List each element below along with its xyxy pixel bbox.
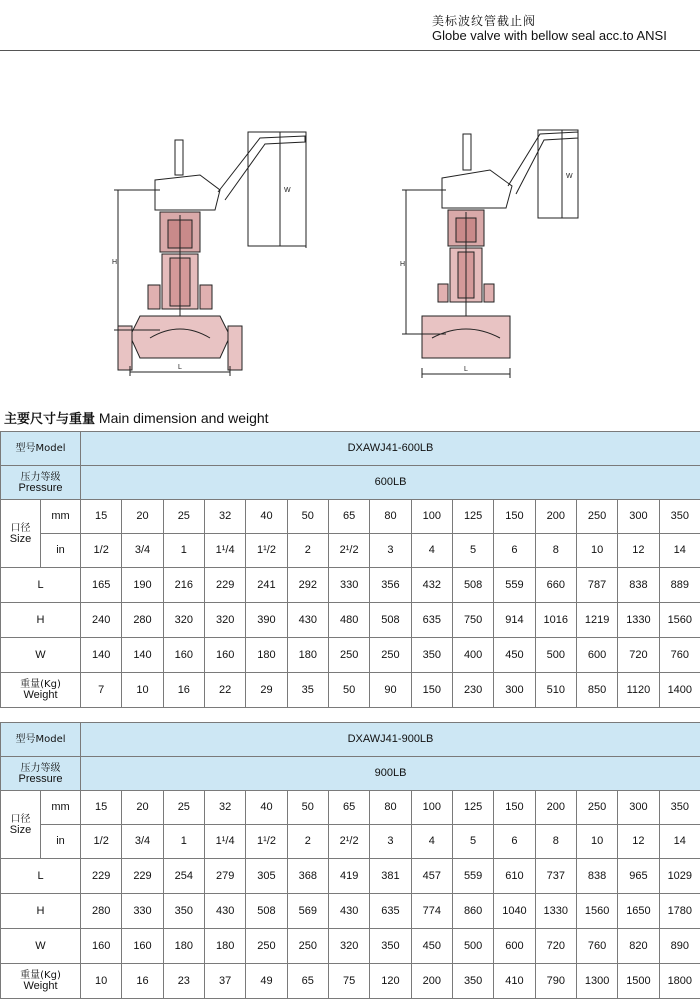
table-cell: 1650 [618,894,659,929]
table-cell: 1330 [618,603,659,638]
table-cell: 37 [204,964,245,999]
table-cell: 569 [287,894,328,929]
table-cell: 320 [163,603,204,638]
header-divider [0,50,700,51]
table-cell: 5 [452,825,493,859]
weight-label-en: Weight [23,689,58,701]
table-cell: 305 [246,859,287,894]
table-cell: 1¹/4 [204,534,245,568]
table-cell: 180 [204,929,245,964]
dim-label-w-left: W [284,187,291,194]
table-cell: 1219 [576,603,617,638]
table-cell: 160 [163,638,204,673]
valve-buttweld-drawing [402,130,578,378]
size-label-en: Size [9,823,32,836]
table-cell: 600 [494,929,535,964]
table-cell: 508 [370,603,411,638]
model-label: 型号Model [15,443,66,454]
table-row [1,466,700,500]
table-cell: 165 [81,568,122,603]
table-cell: 2 [287,534,328,568]
table-cell: 432 [411,568,452,603]
table-cell: 14 [659,534,700,568]
table-cell: 23 [163,964,204,999]
table-cell: 180 [163,929,204,964]
table-cell: 350 [163,894,204,929]
table-cell: 1800 [659,964,700,999]
model-label: 型号Model [15,734,66,745]
table-cell: 229 [204,568,245,603]
table-row [1,723,700,757]
table-cell: 8 [535,825,576,859]
table-cell: 450 [494,638,535,673]
table-cell: 1400 [659,673,700,708]
table-cell: 508 [452,568,493,603]
table-cell: 150 [411,673,452,708]
table-row [1,500,700,534]
table-cell: 32 [204,791,245,825]
in-label: in [41,534,81,568]
size-label-en: Size [9,532,32,545]
table-cell: 838 [618,568,659,603]
table-cell: 1/2 [81,825,122,859]
H-label: H [1,894,81,929]
table-cell: 140 [81,638,122,673]
table-row [1,929,700,964]
table-cell: 760 [659,638,700,673]
table-cell: 1 [163,534,204,568]
table-cell: 279 [204,859,245,894]
table-cell: 1 [163,825,204,859]
dim-label-l-left: L [178,364,182,371]
table-cell: 6 [494,825,535,859]
table-cell: 635 [411,603,452,638]
table-cell: 10 [81,964,122,999]
section-title-en: Main dimension and weight [98,410,269,426]
table-cell: 300 [494,673,535,708]
table-cell: 2 [287,825,328,859]
table-cell: 120 [370,964,411,999]
table-cell: 350 [452,964,493,999]
header-title-cn: 美标波纹管截止阀 [432,14,537,28]
table-cell: 230 [452,673,493,708]
table-cell: 1330 [535,894,576,929]
table-cell: 7 [81,673,122,708]
table-cell: 90 [370,673,411,708]
table-cell: 559 [494,568,535,603]
table-cell: 1¹/4 [204,825,245,859]
table-cell: 559 [452,859,493,894]
table-cell: 350 [659,791,700,825]
table-cell: 16 [122,964,163,999]
in-label: in [41,825,81,859]
table-cell: 280 [81,894,122,929]
table-cell: 760 [576,929,617,964]
table-cell: 150 [494,791,535,825]
table-row [1,825,700,859]
table-cell: 250 [370,638,411,673]
table-cell: 320 [328,929,369,964]
table-cell: 1¹/2 [246,534,287,568]
table-row [1,791,700,825]
table-cell: 1120 [618,673,659,708]
table-cell: 160 [122,929,163,964]
table-cell: 229 [122,859,163,894]
table-cell: 4 [411,534,452,568]
table-cell: 150 [494,500,535,534]
table-cell: 49 [246,964,287,999]
table-cell: 500 [452,929,493,964]
table-row [1,757,700,791]
table-cell: 250 [576,500,617,534]
table-cell: 480 [328,603,369,638]
table-cell: 250 [328,638,369,673]
pressure-label-cn: 压力等级 [20,471,61,483]
table-cell: 787 [576,568,617,603]
table-cell: 635 [370,894,411,929]
table-cell: 368 [287,859,328,894]
table-cell: 250 [287,929,328,964]
valve-drawings [100,120,620,390]
dim-label-h-right: H [400,261,406,268]
table-cell: 500 [535,638,576,673]
table-cell: 390 [246,603,287,638]
table-cell: 889 [659,568,700,603]
L-label: L [1,859,81,894]
table-cell: 450 [411,929,452,964]
table-cell: 250 [576,791,617,825]
table-cell: 125 [452,791,493,825]
table-cell: 419 [328,859,369,894]
model-value: DXAWJ41-900LB [81,723,700,757]
table-cell: 75 [328,964,369,999]
table-cell: 1560 [659,603,700,638]
table-cell: 20 [122,500,163,534]
table-cell: 4 [411,825,452,859]
table-cell: 15 [81,791,122,825]
H-label: H [1,603,81,638]
weight-label-cn: 重量(Kg) [20,679,61,690]
table-cell: 510 [535,673,576,708]
table-cell: 790 [535,964,576,999]
dim-label-w-right: W [566,173,573,180]
table-cell: 29 [246,673,287,708]
table-cell: 356 [370,568,411,603]
table-cell: 3 [370,825,411,859]
size-label-cn: 口径 [10,522,31,534]
weight-label-en: Weight [23,980,58,992]
table-row [1,859,700,894]
table-cell: 12 [618,825,659,859]
table-cell: 300 [618,500,659,534]
table-cell: 280 [122,603,163,638]
table-cell: 430 [287,603,328,638]
table-cell: 1300 [576,964,617,999]
table-cell: 12 [618,534,659,568]
table-cell: 838 [576,859,617,894]
table-cell: 8 [535,534,576,568]
spec-table-900lb [0,722,700,999]
table-cell: 457 [411,859,452,894]
table-cell: 860 [452,894,493,929]
table-cell: 50 [287,791,328,825]
mm-label: mm [41,791,81,825]
table-cell: 292 [287,568,328,603]
size-label-cn: 口径 [10,813,31,825]
table-cell: 750 [452,603,493,638]
table-cell: 330 [122,894,163,929]
table-cell: 600 [576,638,617,673]
table-cell: 65 [287,964,328,999]
header-title-en: Globe valve with bellow seal acc.to ANSI [432,28,667,43]
table-row [1,534,700,568]
L-label: L [1,568,81,603]
table-cell: 350 [370,929,411,964]
table-cell: 100 [411,791,452,825]
table-row [1,673,700,708]
table-cell: 5 [452,534,493,568]
table-cell: 1560 [576,894,617,929]
table-cell: 720 [618,638,659,673]
table-cell: 381 [370,859,411,894]
table-cell: 50 [328,673,369,708]
table-cell: 10 [122,673,163,708]
table-cell: 1500 [618,964,659,999]
table-cell: 660 [535,568,576,603]
table-cell: 850 [576,673,617,708]
table-cell: 3 [370,534,411,568]
table-cell: 160 [81,929,122,964]
table-row [1,638,700,673]
table-cell: 65 [328,791,369,825]
model-value: DXAWJ41-600LB [81,432,700,466]
table-cell: 1¹/2 [246,825,287,859]
table-cell: 100 [411,500,452,534]
table-cell: 2¹/2 [328,825,369,859]
weight-label-cn: 重量(Kg) [20,970,61,981]
table-cell: 720 [535,929,576,964]
table-cell: 80 [370,500,411,534]
W-label: W [1,638,81,673]
table-cell: 914 [494,603,535,638]
table-cell: 410 [494,964,535,999]
table-cell: 774 [411,894,452,929]
table-row [1,894,700,929]
table-cell: 350 [411,638,452,673]
table-cell: 125 [452,500,493,534]
table-cell: 1/2 [81,534,122,568]
table-cell: 430 [204,894,245,929]
table-cell: 140 [122,638,163,673]
table-cell: 890 [659,929,700,964]
table-cell: 40 [246,500,287,534]
table-cell: 2¹/2 [328,534,369,568]
table-cell: 190 [122,568,163,603]
table-cell: 3/4 [122,825,163,859]
table-cell: 40 [246,791,287,825]
table-cell: 16 [163,673,204,708]
table-cell: 6 [494,534,535,568]
section-title-cn: 主要尺寸与重量 [4,412,96,427]
table-cell: 320 [204,603,245,638]
pressure-label-en: Pressure [18,481,63,494]
dim-label-l-right: L [464,366,468,373]
table-cell: 508 [246,894,287,929]
table-cell: 180 [287,638,328,673]
table-cell: 65 [328,500,369,534]
table-cell: 1029 [659,859,700,894]
table-cell: 229 [81,859,122,894]
table-cell: 160 [204,638,245,673]
table-row [1,603,700,638]
table-cell: 80 [370,791,411,825]
table-cell: 737 [535,859,576,894]
spec-table-600lb [0,431,700,708]
table-cell: 3/4 [122,534,163,568]
table-cell: 350 [659,500,700,534]
table-row [1,964,700,999]
table-cell: 50 [287,500,328,534]
table-cell: 300 [618,791,659,825]
table-cell: 14 [659,825,700,859]
table-cell: 10 [576,534,617,568]
table-cell: 820 [618,929,659,964]
pressure-label-cn: 压力等级 [20,762,61,774]
table-row [1,432,700,466]
section-title [4,408,269,427]
pressure-value: 600LB [81,466,700,500]
table-cell: 1040 [494,894,535,929]
pressure-value: 900LB [81,757,700,791]
table-cell: 430 [328,894,369,929]
table-cell: 330 [328,568,369,603]
valve-flanged-drawing [114,132,306,376]
pressure-label-en: Pressure [18,772,63,785]
table-cell: 35 [287,673,328,708]
table-cell: 200 [411,964,452,999]
table-cell: 22 [204,673,245,708]
table-cell: 32 [204,500,245,534]
table-cell: 25 [163,791,204,825]
table-cell: 240 [81,603,122,638]
table-cell: 254 [163,859,204,894]
table-row [1,568,700,603]
table-cell: 180 [246,638,287,673]
table-cell: 241 [246,568,287,603]
table-cell: 250 [246,929,287,964]
dim-label-h-left: H [112,259,118,266]
table-cell: 965 [618,859,659,894]
table-cell: 1016 [535,603,576,638]
table-cell: 25 [163,500,204,534]
table-cell: 216 [163,568,204,603]
mm-label: mm [41,500,81,534]
table-cell: 10 [576,825,617,859]
W-label: W [1,929,81,964]
table-cell: 400 [452,638,493,673]
table-cell: 200 [535,500,576,534]
table-cell: 15 [81,500,122,534]
table-cell: 200 [535,791,576,825]
table-cell: 1780 [659,894,700,929]
table-cell: 610 [494,859,535,894]
table-cell: 20 [122,791,163,825]
